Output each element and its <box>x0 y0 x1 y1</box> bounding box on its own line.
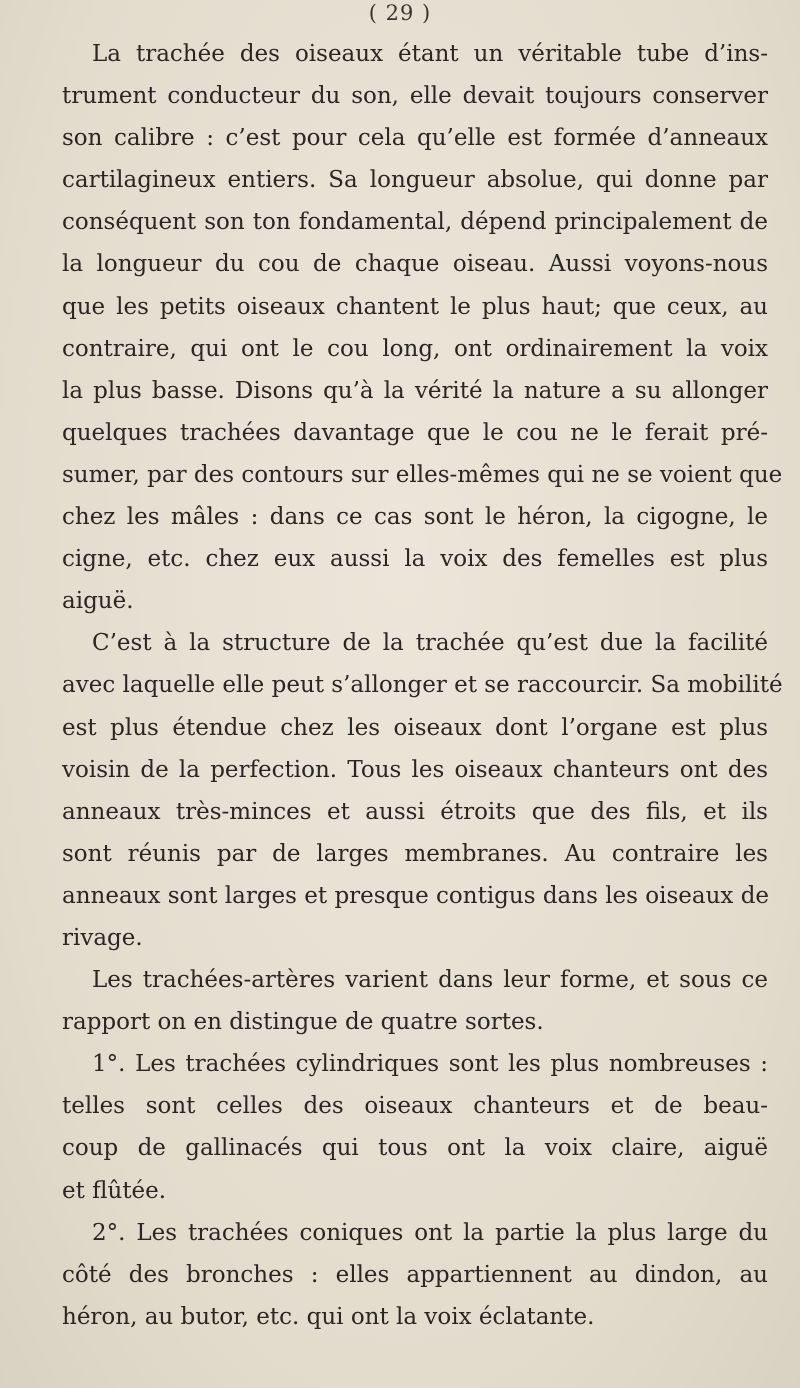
text-line: aiguë. <box>62 588 134 615</box>
text-line: rivage. <box>62 924 143 951</box>
body-text <box>62 33 783 1338</box>
text-line: 2°. Les trachées coniques ont la partie la plus large du <box>92 1219 768 1246</box>
text-line: que les petits oiseaux chantent le plus haut; que ceux, au <box>62 293 768 320</box>
text-line: telles sont celles des oiseaux chanteurs et de beau- <box>62 1093 768 1120</box>
text-line: avec laquelle elle peut s’allonger et se raccourcir. Sa mobilité <box>62 672 783 699</box>
text-line: trument conducteur du son, elle devait toujours conserver <box>62 83 768 110</box>
text-line: la plus basse. Disons qu’à la vérité la nature a su allonger <box>62 377 768 404</box>
text-line: côté des bronches : elles appartiennent au dindon, au <box>62 1261 768 1288</box>
text-line: contraire, qui ont le cou long, ont ordinairement la voix <box>62 335 768 362</box>
text-line: son calibre : c’est pour cela qu’elle est formée d’anneaux <box>62 125 768 152</box>
text-line: 1°. Les trachées cylindriques sont les plus nombreuses : <box>92 1051 768 1078</box>
text-line: anneaux sont larges et presque contigus dans les oiseaux de <box>62 882 770 909</box>
text-line: La trachée des oiseaux étant un véritable tube d’ins- <box>92 41 768 67</box>
text-line: est plus étendue chez les oiseaux dont l’organe est plus <box>62 714 768 741</box>
text-line: sont réunis par de larges membranes. Au contraire les <box>62 840 768 867</box>
text-line: sumer, par des contours sur elles-mêmes qui ne se voient que <box>62 461 783 488</box>
text-line: voisin de la perfection. Tous les oiseaux chanteurs ont des <box>62 756 768 783</box>
text-line: cigne, etc. chez eux aussi la voix des femelles est plus <box>62 546 768 573</box>
text-line: héron, au butor, etc. qui ont la voix éclatante. <box>62 1303 595 1330</box>
page-number: ( 29 ) <box>368 1 432 25</box>
text-line: chez les mâles : dans ce cas sont le héron, la cigogne, le <box>62 504 768 531</box>
text-line: anneaux très-minces et aussi étroits que des fils, et ils <box>62 798 768 825</box>
text-line: et flûtée. <box>62 1177 167 1204</box>
text-line: rapport on en distingue de quatre sortes. <box>62 1009 544 1036</box>
text-line: quelques trachées davantage que le cou ne le ferait pré- <box>62 419 768 446</box>
text-line: cartilagineux entiers. Sa longueur absolue, qui donne par <box>62 167 768 194</box>
text-line: conséquent son ton fondamental, dépend principalement de <box>62 209 768 236</box>
text-line: coup de gallinacés qui tous ont la voix claire, aiguë <box>62 1135 768 1162</box>
text-line: la longueur du cou de chaque oiseau. Aussi voyons-nous <box>62 251 768 278</box>
text-line: Les trachées-artères varient dans leur forme, et sous ce <box>92 967 768 994</box>
text-line: C’est à la structure de la trachée qu’est due la facilité <box>92 630 768 657</box>
